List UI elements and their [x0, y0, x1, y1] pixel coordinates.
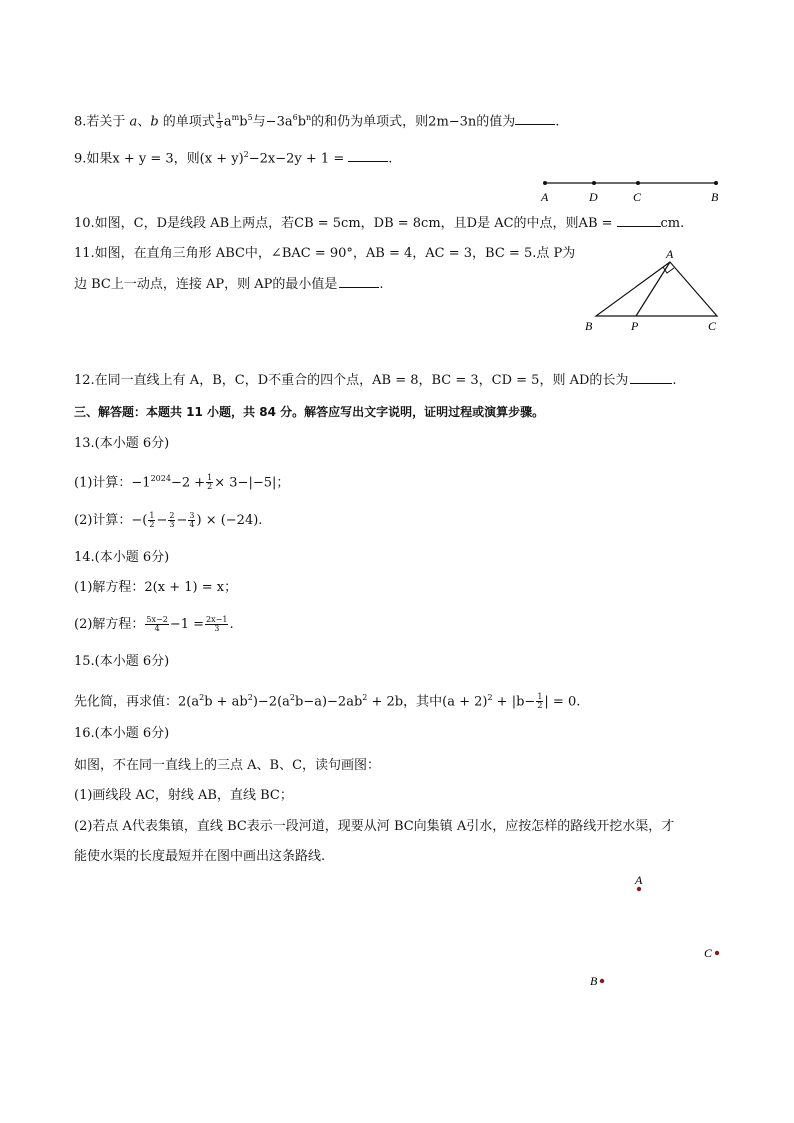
- label-b: B: [585, 319, 593, 333]
- q16-l4: 能使水渠的长度最短并在图中画出这条路线.: [74, 849, 326, 864]
- q13-p2-minus2: −: [176, 513, 188, 528]
- q9-end: .: [388, 151, 393, 167]
- q9-exp: 2: [243, 150, 249, 159]
- q14-p2-f2-num: 2x−1: [206, 615, 228, 624]
- q14-p2-f1-num: 5x−2: [146, 615, 168, 624]
- q8-mono1-b-exp: 5: [247, 113, 253, 122]
- q10-text: 10.如图，C，D是线段 AB上两点，若CB = 5cm，DB = 8cm，且D是 AC的中点，则AB =: [74, 216, 613, 231]
- q8-frac-num: 1: [216, 112, 222, 122]
- q11-line2: 边 BC上一动点，连接 AP，则 AP的最小值是: [74, 277, 338, 292]
- q15-f: + |b−: [492, 694, 536, 710]
- q13-p2-f2-num: 2: [169, 511, 175, 520]
- label-p: P: [631, 319, 639, 333]
- q13-p2-minus1: −: [156, 513, 168, 528]
- q16-l2: (1)画线段 AC，射线 AB，直线 BC；: [74, 788, 293, 803]
- q8-mono1-exp: m: [231, 113, 240, 122]
- q13-p2-b: ) × (−24).: [196, 513, 263, 528]
- q15-head: 15.(本小题 6分): [74, 654, 170, 669]
- q8-var-a: a: [129, 114, 138, 130]
- label-a: A: [666, 247, 674, 261]
- q8-frac-den: 3: [216, 121, 222, 131]
- q14-p2-f2-den: 3: [214, 624, 220, 633]
- q9-text: 9.如果x + y = 3，则(x + y): [74, 151, 244, 167]
- q8-mono2-b: b: [297, 114, 307, 130]
- point-b: [600, 979, 604, 983]
- q11-triangle-figure: [585, 247, 717, 333]
- q10-segment-figure: [540, 181, 719, 204]
- label-c: C: [708, 319, 717, 333]
- q15-e: + 2b，其中(a + 2): [367, 694, 488, 710]
- q15-d: b−a)−2ab: [295, 694, 363, 710]
- q14-p2-end: .: [229, 617, 234, 632]
- q8-text-c: 与−3a: [252, 114, 293, 130]
- q9-text2: −2x−2y + 1 =: [248, 151, 345, 167]
- q16-points-figure: [590, 873, 719, 988]
- q15-a: 先化简，再求值：2(a: [74, 694, 200, 710]
- q16-l1: 如图，不在同一直线上的三点 A、B、C，读句画图：: [74, 758, 381, 773]
- q15-c: )−2(a: [252, 694, 290, 710]
- q13-p2-f3-den: 4: [189, 520, 195, 529]
- label-c: C: [704, 946, 713, 960]
- q13-p1-frac-den: 2: [207, 482, 213, 492]
- q12-text: 12.在同一直线上有 A，B，C，D不重合的四个点，AB = 8，BC = 3，CD = 5，则 AD的长为: [74, 373, 629, 388]
- section-3-text: 三、解答题：本题共 11 小题，共 84 分。解答应写出文字说明，证明过程或演算步骤。: [74, 405, 545, 419]
- label-b: B: [711, 190, 719, 204]
- q13-p2-f2-den: 3: [169, 520, 175, 529]
- q15-frac-num: 1: [537, 692, 543, 702]
- point-c: [715, 951, 719, 955]
- q15-e4: 2: [362, 693, 368, 702]
- q8-mono1-b: b: [239, 114, 248, 130]
- q8-text: 8.若关于: [74, 114, 130, 130]
- q8-mono1: a: [223, 114, 232, 130]
- q8-mono2-exp: 6: [292, 113, 298, 122]
- q16-l3: (2)若点 A代表集镇，直线 BC表示一段河道，现要从河 BC向集镇 A引水，应按怎样的路线开挖水渠，才: [74, 819, 675, 834]
- q15-e3: 2: [289, 693, 295, 702]
- q13-p2-f1-den: 2: [149, 520, 155, 529]
- q14-p1: (1)解方程：2(x + 1) = x；: [74, 580, 238, 595]
- q15-frac-den: 2: [537, 701, 543, 711]
- q8-var-b: b: [150, 114, 159, 130]
- label-a: A: [635, 873, 643, 887]
- q15-e2: 2: [247, 693, 253, 702]
- q11-line1: 11.如图，在直角三角形 ABC中，∠BAC = 90°，AB = 4，AC = 3，BC = 5.点 P为: [74, 246, 576, 261]
- q13-p1-c: × 3−|−5|；: [214, 475, 290, 491]
- point-d: [592, 181, 596, 185]
- q13-p2-f1-num: 1: [149, 511, 155, 520]
- q8-end: .: [555, 114, 560, 130]
- point-a: [543, 181, 547, 185]
- point-c: [636, 181, 640, 185]
- q14-p2-b: −1 =: [169, 617, 205, 632]
- q10-unit: cm.: [660, 216, 685, 231]
- q16-head: 16.(本小题 6分): [74, 726, 170, 741]
- q13-p1-frac-num: 1: [207, 473, 213, 483]
- point-a: [637, 887, 641, 891]
- q12-end: .: [672, 373, 677, 388]
- q13-head: 13.(本小题 6分): [74, 436, 170, 451]
- q14-p2-a: (2)解方程：: [74, 617, 145, 632]
- q13-p2-a: (2)计算：−(: [74, 513, 148, 528]
- right-angle-mark: [663, 267, 674, 273]
- q8-text-d: 的和仍为单项式，则2m−3n的值为: [311, 114, 516, 130]
- label-d: D: [589, 190, 598, 204]
- label-b: B: [590, 974, 598, 988]
- q8-text-b: 的单项式: [158, 114, 215, 130]
- q13-p1-b: −2 +: [170, 475, 206, 491]
- q13-p2-f3-num: 3: [189, 511, 195, 520]
- label-a: A: [541, 190, 549, 204]
- q11-end: .: [379, 277, 384, 292]
- q8-sep: 、: [137, 114, 151, 130]
- q14-p2-f1-den: 4: [154, 624, 160, 633]
- q13-p1-exp: 2024: [150, 474, 171, 483]
- q15-e5: 2: [487, 693, 493, 702]
- q14-head: 14.(本小题 6分): [74, 550, 170, 565]
- q13-p1-a: (1)计算：−1: [74, 475, 151, 491]
- label-c: C: [633, 190, 642, 204]
- q15-g: | = 0.: [544, 694, 581, 710]
- triangle-abc: [596, 262, 717, 316]
- point-b: [714, 181, 718, 185]
- q15-b: b + ab: [204, 694, 248, 710]
- q15-e1: 2: [199, 693, 205, 702]
- q8-mono2-b-exp: n: [306, 113, 312, 122]
